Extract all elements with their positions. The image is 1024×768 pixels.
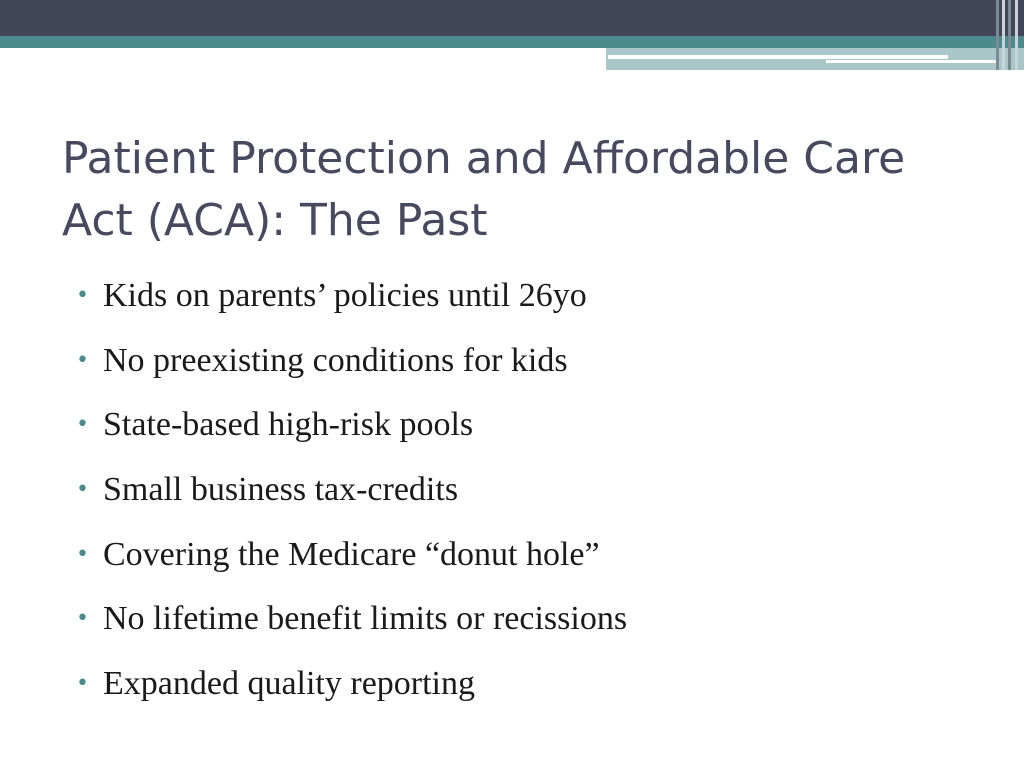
bullet-item [76, 397, 976, 462]
bullet-text: Covering the Medicare “donut hole” [103, 535, 600, 573]
bullet-text: Expanded quality reporting [103, 665, 476, 703]
bullet-text: No lifetime benefit limits or recissions [103, 600, 628, 638]
bullet-dot-icon: • [76, 347, 89, 373]
bullet-dot-icon: • [76, 541, 89, 567]
accent-line [608, 55, 948, 59]
bullet-dot-icon: • [76, 477, 89, 503]
bullet-item [76, 527, 976, 592]
bullet-item [76, 591, 976, 656]
bullet-text: Kids on parents’ policies until 26yo [103, 277, 587, 314]
bullet-dot-icon: • [76, 606, 89, 632]
bullet-item [76, 268, 976, 333]
bullet-item [76, 333, 976, 398]
slide-title: Patient Protection and Affordable Care Act (ACA): The Past [62, 133, 906, 246]
bullet-text: Small business tax-credits [103, 471, 459, 509]
bullet-dot-icon: • [76, 671, 89, 697]
edge-stripe [1015, 0, 1018, 70]
top-banner [0, 0, 1024, 36]
edge-stripe [1008, 0, 1011, 70]
bullet-item [76, 462, 976, 527]
teal-accent-bar [606, 48, 1024, 70]
edge-stripe [1002, 0, 1005, 70]
edge-stripe [996, 0, 999, 70]
bullet-text: State-based high-risk pools [103, 406, 474, 444]
bullet-text: No preexisting conditions for kids [103, 341, 568, 379]
bullet-item [76, 656, 976, 721]
bullet-dot-icon: • [76, 283, 89, 308]
teal-banner [0, 36, 1024, 48]
bullet-dot-icon: • [76, 412, 89, 438]
bullet-list [76, 268, 976, 721]
accent-line [826, 60, 996, 63]
